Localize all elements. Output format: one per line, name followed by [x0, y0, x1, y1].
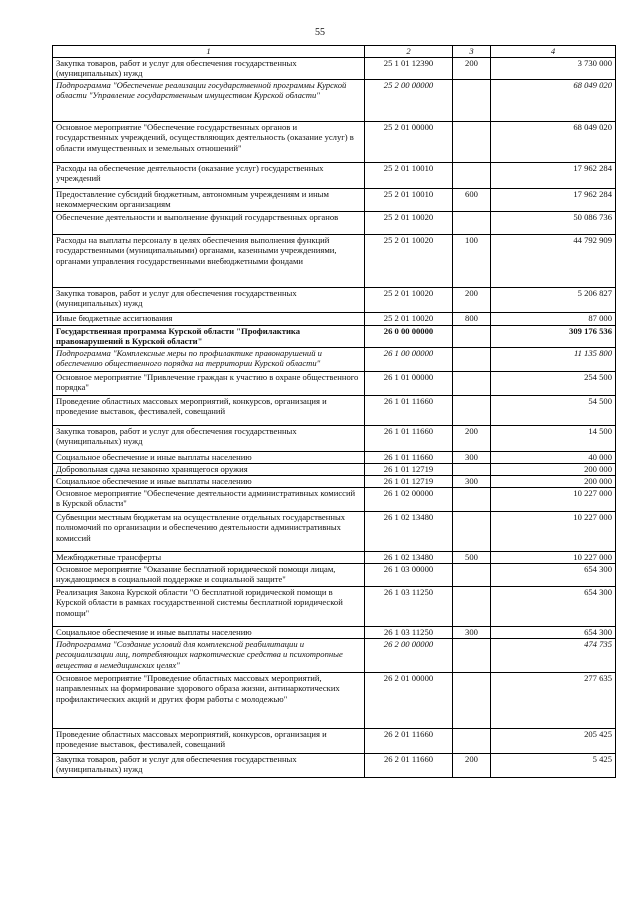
row-code-cell: 25 2 01 10010 [365, 188, 453, 211]
row-code-cell: 26 1 00 00000 [365, 347, 453, 371]
row-name-cell: Предоставление субсидий бюджетным, автономным учреждениям и иным некоммерческим организациям [53, 188, 365, 211]
row-vr-cell: 600 [453, 188, 491, 211]
table-row [53, 425, 616, 451]
row-code-cell: 25 1 01 12390 [365, 57, 453, 79]
row-amount-cell: 68 049 020 [491, 79, 616, 121]
row-name-cell: Иные бюджетные ассигнования [53, 312, 365, 325]
table-row [53, 728, 616, 753]
row-amount-cell: 68 049 020 [491, 121, 616, 162]
row-code-cell: 26 1 01 11660 [365, 395, 453, 425]
row-amount-cell: 3 730 000 [491, 57, 616, 79]
row-code-cell: 25 2 01 10020 [365, 287, 453, 312]
row-code-cell: 26 2 00 00000 [365, 638, 453, 672]
header-col-1: 1 [53, 46, 365, 58]
row-vr-cell [453, 563, 491, 586]
row-name-cell: Основное мероприятие "Оказание бесплатной юридической помощи лицам, нуждающимся в социальной поддержке и социальной защите" [53, 563, 365, 586]
row-name-cell: Межбюджетные трансферты [53, 551, 365, 563]
row-name-cell: Обеспечение деятельности и выполнение функций государственных органов [53, 211, 365, 234]
row-name-cell: Закупка товаров, работ и услуг для обеспечения государственных (муниципальных) нужд [53, 425, 365, 451]
header-col-2: 2 [365, 46, 453, 58]
table-row [53, 121, 616, 162]
row-name-cell: Социальное обеспечение и иные выплаты населению [53, 451, 365, 463]
row-name-cell: Закупка товаров, работ и услуг для обеспечения государственных (муниципальных) нужд [53, 57, 365, 79]
table-body [53, 57, 616, 777]
row-vr-cell: 100 [453, 234, 491, 287]
row-vr-cell: 200 [453, 287, 491, 312]
row-code-cell: 26 1 01 11660 [365, 451, 453, 463]
row-amount-cell: 200 000 [491, 463, 616, 475]
row-code-cell: 25 2 00 00000 [365, 79, 453, 121]
row-vr-cell [453, 395, 491, 425]
row-amount-cell: 10 227 000 [491, 487, 616, 511]
row-vr-cell: 800 [453, 312, 491, 325]
row-amount-cell: 40 000 [491, 451, 616, 463]
table-row [53, 586, 616, 626]
table-row [53, 325, 616, 347]
row-amount-cell: 44 792 909 [491, 234, 616, 287]
table-row [53, 487, 616, 511]
table-row [53, 395, 616, 425]
row-name-cell: Расходы на обеспечение деятельности (оказание услуг) государственных учреждений [53, 162, 365, 188]
table-row [53, 287, 616, 312]
row-amount-cell: 309 176 536 [491, 325, 616, 347]
row-vr-cell: 200 [453, 753, 491, 777]
table-row [53, 475, 616, 487]
row-name-cell: Субвенции местным бюджетам на осуществление отдельных государственных полномочий по организации и обеспечению деятельности административных комиссий [53, 511, 365, 551]
table-row [53, 463, 616, 475]
row-amount-cell: 11 135 800 [491, 347, 616, 371]
row-amount-cell: 474 735 [491, 638, 616, 672]
row-code-cell: 25 2 01 10020 [365, 234, 453, 287]
row-code-cell: 26 1 03 11250 [365, 626, 453, 638]
row-name-cell: Социальное обеспечение и иные выплаты населению [53, 626, 365, 638]
table-row [53, 211, 616, 234]
row-vr-cell [453, 347, 491, 371]
row-amount-cell: 277 635 [491, 672, 616, 728]
row-amount-cell: 254 500 [491, 371, 616, 395]
row-amount-cell: 14 500 [491, 425, 616, 451]
row-code-cell: 26 1 03 11250 [365, 586, 453, 626]
row-name-cell: Добровольная сдача незаконно хранящегося оружия [53, 463, 365, 475]
row-name-cell: Подпрограмма "Комплексные меры по профилактике правонарушений и обеспечению общественного порядка на территории Курской области" [53, 347, 365, 371]
table-row [53, 371, 616, 395]
row-vr-cell: 300 [453, 626, 491, 638]
row-amount-cell: 87 000 [491, 312, 616, 325]
row-code-cell: 26 1 01 12719 [365, 463, 453, 475]
table-row [53, 234, 616, 287]
row-name-cell: Основное мероприятие "Обеспечение деятельности административных комиссий в Курской области" [53, 487, 365, 511]
header-col-4: 4 [491, 46, 616, 58]
row-code-cell: 26 2 01 11660 [365, 728, 453, 753]
row-name-cell: Государственная программа Курской области "Профилактика правонарушений в Курской области" [53, 325, 365, 347]
header-row [53, 46, 616, 58]
row-amount-cell: 17 962 284 [491, 188, 616, 211]
table-row [53, 672, 616, 728]
row-amount-cell: 654 300 [491, 626, 616, 638]
row-name-cell: Закупка товаров, работ и услуг для обеспечения государственных (муниципальных) нужд [53, 287, 365, 312]
row-vr-cell [453, 162, 491, 188]
row-vr-cell [453, 511, 491, 551]
row-name-cell: Проведение областных массовых мероприятий, конкурсов, организация и проведение выставок, фестивалей, совещаний [53, 728, 365, 753]
row-vr-cell [453, 463, 491, 475]
table-row [53, 57, 616, 79]
table-row [53, 312, 616, 325]
row-vr-cell: 500 [453, 551, 491, 563]
table-row [53, 79, 616, 121]
row-vr-cell [453, 638, 491, 672]
table-row [53, 162, 616, 188]
row-code-cell: 26 2 01 11660 [365, 753, 453, 777]
row-code-cell: 26 1 01 00000 [365, 371, 453, 395]
row-vr-cell [453, 79, 491, 121]
table-row [53, 451, 616, 463]
table-header [53, 46, 616, 58]
row-amount-cell: 10 227 000 [491, 511, 616, 551]
row-amount-cell: 10 227 000 [491, 551, 616, 563]
row-amount-cell: 654 300 [491, 586, 616, 626]
table-row [53, 638, 616, 672]
row-amount-cell: 50 086 736 [491, 211, 616, 234]
page-number: 55 [315, 27, 325, 38]
row-name-cell: Основное мероприятие "Проведение областных массовых мероприятий, направленных на формирование здорового образа жизни, антинаркотических профилактических акций и других форм работы с молодежью" [53, 672, 365, 728]
row-vr-cell: 300 [453, 451, 491, 463]
row-code-cell: 26 1 02 00000 [365, 487, 453, 511]
row-amount-cell: 205 425 [491, 728, 616, 753]
row-amount-cell: 5 206 827 [491, 287, 616, 312]
row-vr-cell [453, 586, 491, 626]
row-vr-cell [453, 371, 491, 395]
table-row [53, 188, 616, 211]
row-name-cell: Расходы на выплаты персоналу в целях обеспечения выполнения функций государственными (муниципальными) органами, казенными учреждениями, органами управления государственными внебюджетными фондами [53, 234, 365, 287]
row-code-cell: 26 1 02 13480 [365, 511, 453, 551]
row-vr-cell [453, 672, 491, 728]
row-code-cell: 26 1 01 12719 [365, 475, 453, 487]
row-code-cell: 26 2 01 00000 [365, 672, 453, 728]
table-row [53, 563, 616, 586]
row-name-cell: Основное мероприятие "Привлечение граждан к участию в охране общественного порядка" [53, 371, 365, 395]
row-name-cell: Реализация Закона Курской области "О бесплатной юридической помощи в Курской области в рамках государственной системы бесплатной юридической помощи" [53, 586, 365, 626]
row-name-cell: Социальное обеспечение и иные выплаты населению [53, 475, 365, 487]
table-row [53, 753, 616, 777]
row-code-cell: 25 2 01 10010 [365, 162, 453, 188]
row-code-cell: 26 0 00 00000 [365, 325, 453, 347]
table-row [53, 551, 616, 563]
row-code-cell: 26 1 02 13480 [365, 551, 453, 563]
row-amount-cell: 5 425 [491, 753, 616, 777]
row-vr-cell: 200 [453, 57, 491, 79]
row-vr-cell [453, 325, 491, 347]
row-code-cell: 25 2 01 10020 [365, 211, 453, 234]
row-vr-cell: 300 [453, 475, 491, 487]
row-vr-cell [453, 211, 491, 234]
row-amount-cell: 17 962 284 [491, 162, 616, 188]
budget-table [52, 45, 616, 778]
row-code-cell: 26 1 01 11660 [365, 425, 453, 451]
row-vr-cell: 200 [453, 425, 491, 451]
row-vr-cell [453, 487, 491, 511]
row-name-cell: Проведение областных массовых мероприятий, конкурсов, организация и проведение выставок, фестивалей, совещаний [53, 395, 365, 425]
table-row [53, 626, 616, 638]
row-code-cell: 25 2 01 10020 [365, 312, 453, 325]
row-name-cell: Закупка товаров, работ и услуг для обеспечения государственных (муниципальных) нужд [53, 753, 365, 777]
row-vr-cell [453, 121, 491, 162]
row-name-cell: Основное мероприятие "Обеспечение государственных органов и государственных учреждений, осуществляющих деятельность (оказание услуг) в области имущественных и земельных отношений" [53, 121, 365, 162]
table-row [53, 511, 616, 551]
row-amount-cell: 54 500 [491, 395, 616, 425]
row-amount-cell: 654 300 [491, 563, 616, 586]
table-row [53, 347, 616, 371]
row-code-cell: 26 1 03 00000 [365, 563, 453, 586]
row-vr-cell [453, 728, 491, 753]
row-amount-cell: 200 000 [491, 475, 616, 487]
row-code-cell: 25 2 01 00000 [365, 121, 453, 162]
header-col-3: 3 [453, 46, 491, 58]
row-name-cell: Подпрограмма "Создание условий для комплексной реабилитации и ресоциализации лиц, потребляющих наркотические средства и психотропные вещества в немедицинских целях" [53, 638, 365, 672]
row-name-cell: Подпрограмма "Обеспечение реализации государственной программы Курской области "Управление государственным имуществом Курской области" [53, 79, 365, 121]
